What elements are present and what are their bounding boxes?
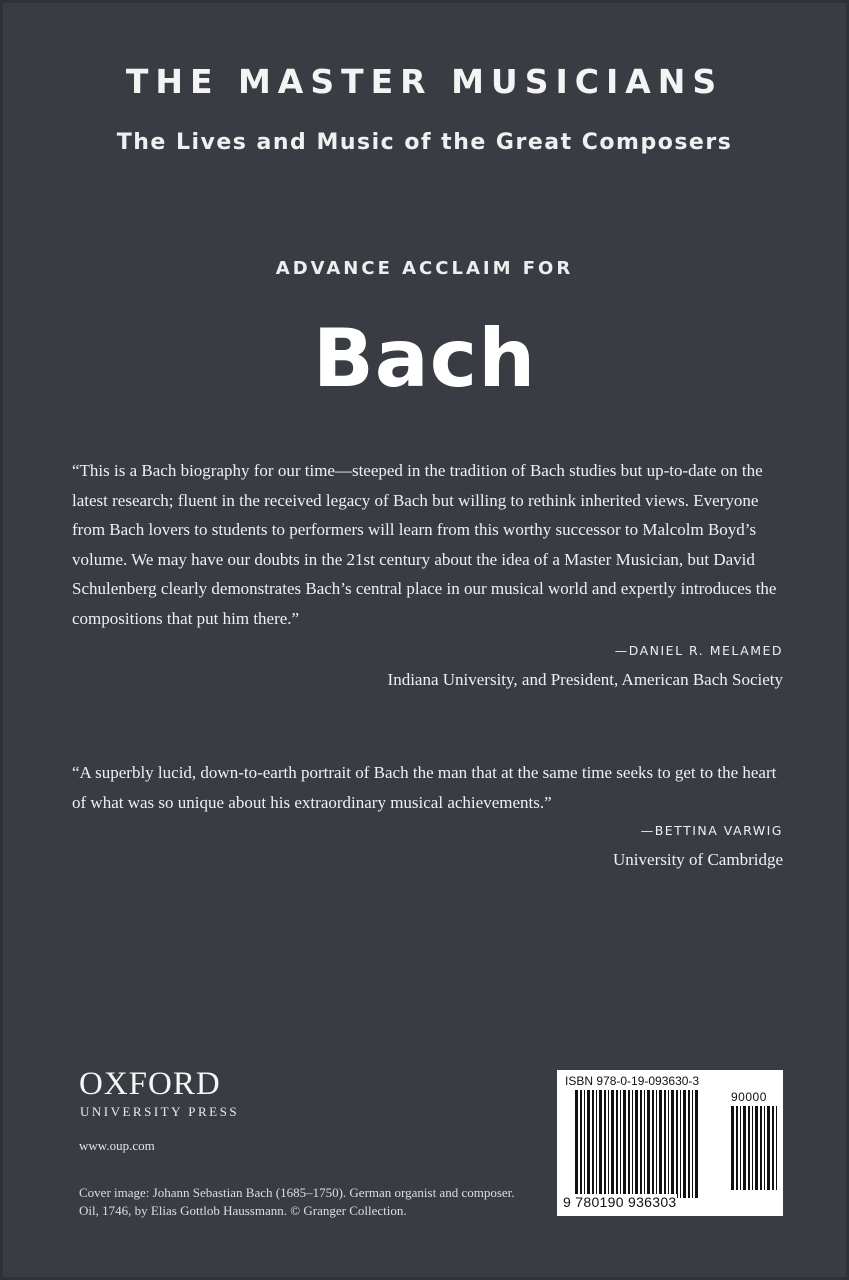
barcode-bar	[683, 1090, 686, 1198]
publisher-logo: OXFORD	[79, 1066, 221, 1102]
barcode-panel	[557, 1070, 783, 1216]
endorsement-affiliation-1: Indiana University, and President, American Bach Society	[387, 670, 783, 689]
endorsement-quote-2: “A superbly lucid, down-to-earth portrait of Bach the man that at the same time seeks to get to the heart of what was so unique about his extraordinary musical achievements.”	[72, 763, 777, 812]
barcode-bar	[776, 1106, 777, 1190]
barcode-bar	[743, 1106, 746, 1190]
book-title: Bach	[312, 312, 537, 405]
endorsement-author-2: —BETTINA VARWIG	[640, 823, 783, 838]
barcode-bar	[644, 1090, 645, 1198]
price-code: 90000	[731, 1090, 767, 1104]
barcode-bar	[592, 1090, 594, 1198]
endorsement-quote-1: “This is a Bach biography for our time—steeped in the tradition of Bach studies but up-to-date on the latest research; fluent in the received legacy of Bach but willing to rethink inherited views. Everyone from Bach lovers to students to performers will learn from this worthy successor to Malcolm Boyd’s volume. We may have our doubts in the 21st century about the idea of a Master Musician, but David Schulenberg clearly demonstrates Bach’s central place in our musical world and expertly introduces the compositions that put him there.”	[72, 461, 777, 628]
series-subtitle: The Lives and Music of the Great Composers	[116, 130, 733, 155]
barcode-bar	[620, 1090, 621, 1198]
endorsement-affiliation-2: University of Cambridge	[613, 850, 783, 869]
publisher-subname: UNIVERSITY PRESS	[80, 1104, 240, 1119]
barcode-bar	[695, 1090, 698, 1198]
barcode-bar	[664, 1090, 666, 1198]
barcode-bar	[580, 1090, 582, 1198]
barcode-bar	[623, 1090, 626, 1198]
barcode-bar	[628, 1090, 630, 1198]
barcode-bar	[596, 1090, 597, 1198]
barcode-bar	[587, 1090, 590, 1198]
barcode-bar	[671, 1090, 674, 1198]
barcode-bar	[676, 1090, 678, 1198]
barcode-bar	[608, 1090, 609, 1198]
barcode-bar	[652, 1090, 654, 1198]
barcode-digits: 9 780190 936303	[563, 1194, 677, 1210]
barcode-bar	[668, 1090, 669, 1198]
barcode-bar	[760, 1106, 762, 1190]
barcode-bar	[680, 1090, 681, 1198]
barcode-bar	[611, 1090, 614, 1198]
acclaim-heading: ADVANCE ACCLAIM FOR	[275, 258, 574, 279]
barcode-bar	[659, 1090, 662, 1198]
barcode-bar	[740, 1106, 741, 1190]
barcode-bar	[731, 1106, 734, 1190]
barcode-bar	[752, 1106, 753, 1190]
barcode-bar	[748, 1106, 750, 1190]
barcode-bar	[604, 1090, 606, 1198]
barcode-bar	[736, 1106, 738, 1190]
barcode-bar	[635, 1090, 638, 1198]
barcode-bar	[764, 1106, 765, 1190]
barcode-bar	[584, 1090, 585, 1198]
barcode-bar	[772, 1106, 774, 1190]
barcode-bar	[688, 1090, 690, 1198]
isbn-label: ISBN 978-0-19-093630-3	[565, 1074, 700, 1088]
cover-image-credit: Cover image: Johann Sebastian Bach (1685–1750). German organist and composer. Oil, 1746, by Elias Gottlob Haussmann. © Granger Collection.	[79, 1185, 515, 1218]
barcode-bar	[616, 1090, 618, 1198]
barcode-bar	[692, 1090, 693, 1198]
barcode-bar	[647, 1090, 650, 1198]
series-title: THE MASTER MUSICIANS	[125, 62, 724, 101]
barcode-bar	[656, 1090, 657, 1198]
barcode-bar	[575, 1090, 578, 1198]
barcode-bar	[632, 1090, 633, 1198]
endorsement-author-1: —DANIEL R. MELAMED	[614, 643, 783, 658]
barcode-bar	[599, 1090, 602, 1198]
barcode-bar	[755, 1106, 758, 1190]
publisher-website: www.oup.com	[79, 1138, 155, 1153]
barcode-bar	[640, 1090, 642, 1198]
barcode-bar	[767, 1106, 770, 1190]
